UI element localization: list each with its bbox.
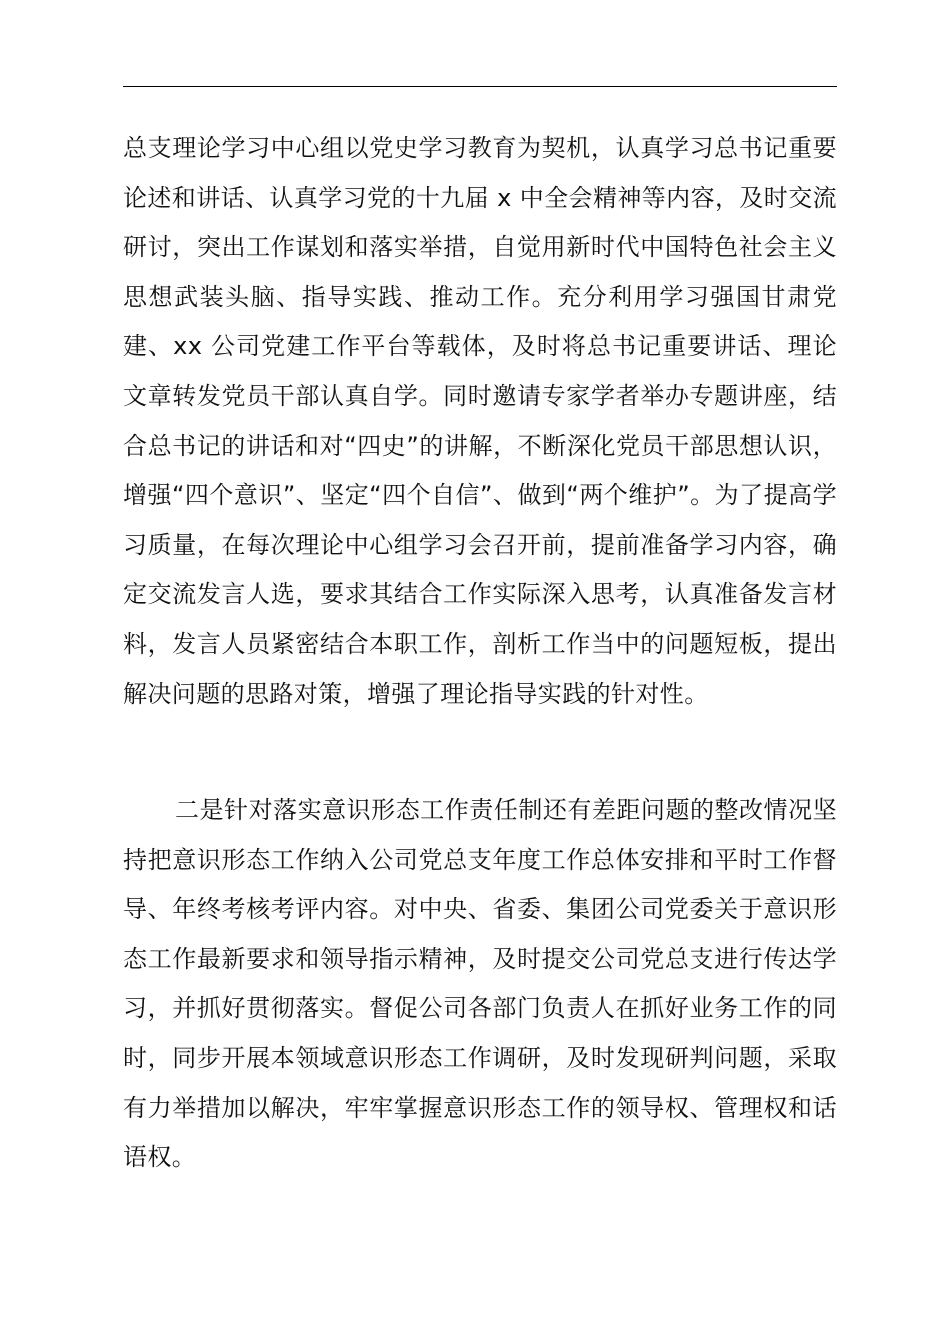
header-rule — [123, 86, 837, 87]
body-paragraph-1: 总支理论学习中心组以党史学习教育为契机，认真学习总书记重要论述和讲话、认真学习党的十九届 x 中全会精神等内容，及时交流研讨，突出工作谋划和落实举措，自觉用新时代中国特色社会主义思想武装头脑、指导实践、推动工作。充分利用学习强国甘肃党建、xx 公司党建工作平台等载体，及时将总书记重要讲话、理论文章转发党员干部认真自学。同时邀请专家学者举办专题讲座，结合总书记的讲话和对“四史”的讲解，不断深化党员干部思想认识，增强“四个意识”、坚定“四个自信”、做到“两个维护”。为了提高学习质量，在每次理论中心组学习会召开前，提前准备学习内容，确定交流发言人选，要求其结合工作实际深入思考，认真准备发言材料，发言人员紧密结合本职工作，剖析工作当中的问题短板，提出解决问题的思路对策，增强了理论指导实践的针对性。 — [123, 134, 837, 708]
body-paragraph-2: 二是针对落实意识形态工作责任制还有差距问题的整改情况坚持把意识形态工作纳入公司党总支年度工作总体安排和平时工作督导、年终考核考评内容。对中央、省委、集团公司党委关于意识形态工作最新要求和领导指示精神，及时提交公司党总支进行传达学习，并抓好贯彻落实。督促公司各部门负责人在抓好业务工作的同时，同步开展本领域意识形态工作调研，及时发现研判问题，采取有力举措加以解决，牢牢掌握意识形态工作的领导权、管理权和话语权。 — [123, 796, 837, 1172]
